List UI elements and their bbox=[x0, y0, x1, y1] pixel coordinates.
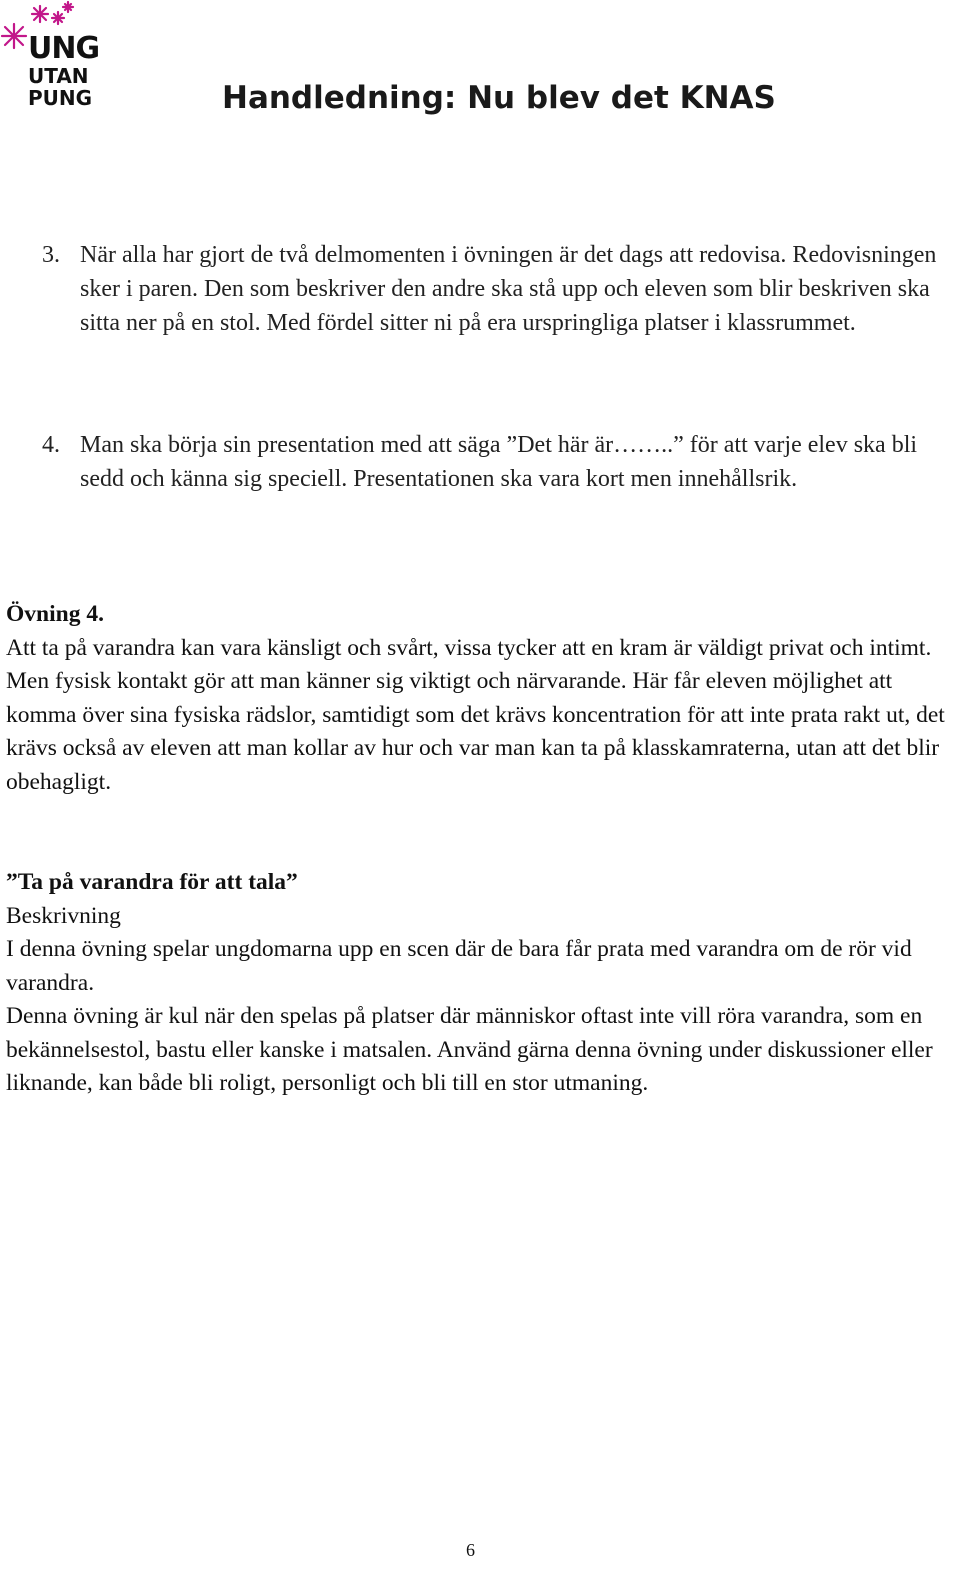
exercise-4-heading: Övning 4. bbox=[6, 601, 104, 627]
logo bbox=[0, 0, 100, 120]
list-number: 4. bbox=[42, 432, 60, 458]
list-item-3 bbox=[42, 238, 952, 340]
list-number: 3. bbox=[42, 242, 60, 268]
activity-heading: ”Ta på varandra för att tala” bbox=[6, 869, 298, 895]
activity-paragraph-2: Denna övning är kul när den spelas på platser där människor oftast inte vill röra varandra, som en bekännelsestol, bastu eller kanske i matsalen. Använd gärna denna övning under diskussioner eller liknande, kan både bli roligt, personligt och bli till en stor utmaning. bbox=[6, 1003, 933, 1096]
activity-subheading: Beskrivning bbox=[6, 902, 121, 929]
exercise-4-section bbox=[6, 598, 951, 799]
list-item-4 bbox=[42, 428, 952, 496]
document-title: Handledning: Nu blev det KNAS bbox=[222, 80, 776, 116]
list-text: Man ska börja sin presentation med att säga ”Det här är……..” för att varje elev ska bli sedd och känna sig speciell. Presentationen ska vara kort men innehållsrik. bbox=[80, 432, 918, 492]
logo-line-3: PUNG bbox=[28, 86, 93, 110]
exercise-4-paragraph: Att ta på varandra kan vara känsligt och svårt, vissa tycker att en kram är väldigt privat och intimt. Men fysisk kontakt gör att man känner sig viktigt och närvarande. Här får eleven möjlighet att komma över sina fysiska rädslor, samtidigt som det krävs koncentration för att inte prata rakt ut, det krävs också av eleven att man kollar av hur och var man kan ta på klasskamraterna, utan att det blir obehagligt. bbox=[6, 634, 945, 795]
logo-line-2: UTAN bbox=[28, 64, 89, 88]
activity-paragraph-1: I denna övning spelar ungdomarna upp en scen där de bara får prata med varandra om de rör vid varandra. bbox=[6, 936, 912, 996]
page-number: 6 bbox=[466, 1540, 475, 1560]
logo-line-1: UNG bbox=[28, 31, 100, 66]
list-text: När alla har gjort de två delmomenten i övningen är det dags att redovisa. Redovisningen sker i paren. Den som beskriver den andre ska stå upp och eleven som blir beskriven ska sitta ner på en stol. Med fördel sitter ni på era urspringliga platser i klassrummet. bbox=[80, 242, 937, 336]
logo-wordmark bbox=[28, 31, 100, 110]
activity-section bbox=[6, 866, 951, 1101]
